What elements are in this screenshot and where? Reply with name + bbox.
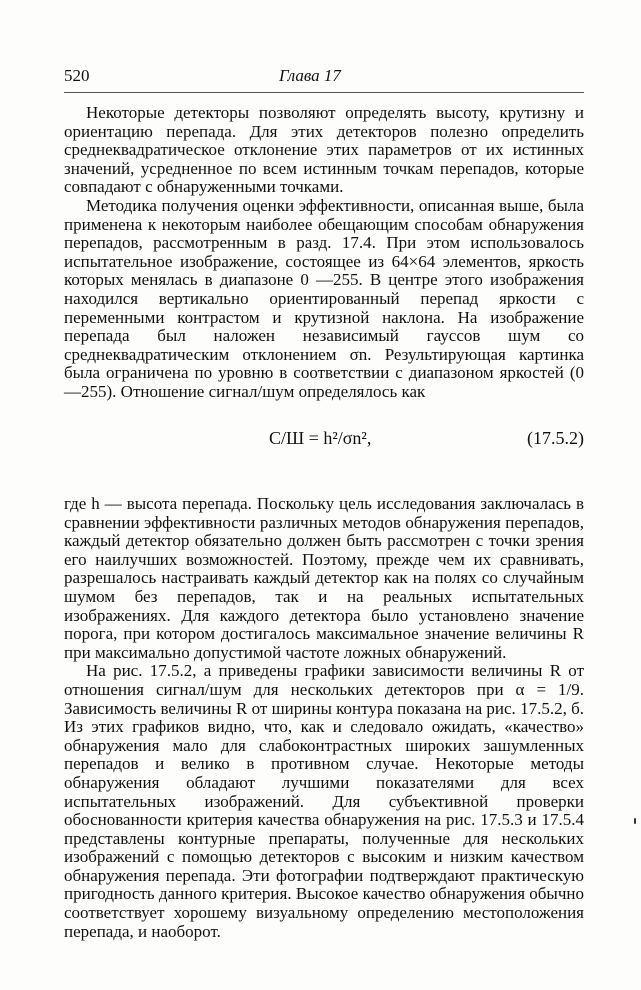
header-divider — [64, 92, 584, 93]
page-number: 520 — [64, 66, 90, 85]
chapter-title: Глава 17 — [279, 66, 341, 85]
signal-noise-formula: С/Ш = h²/σn², — [269, 428, 372, 448]
paragraph: Некоторые детекторы позволяют определять высоту, крутизну и ориентацию перепада. Для этих детекторов полезно определить среднеквадратическое отклонение этих параметров от их истинных значений, усредненное по всем истинным точкам перепадов, которые совпадают с обнаруженными точками. — [64, 103, 584, 197]
paragraph: где h — высота перепада. Поскольку цель исследования заключалась в сравнении эффективности различных методов обнаружения перепадов, каждый детектор обязательно должен быть рассмотрен с точки зрения его наилучших возможностей. Поэтому, прежде чем их сравнивать, разрешалось настраивать каждый детектор как на полях со случайным шумом без перепадов, так и на реальных испытательных изображениях. Для каждого детектора было установлено значение порога, при котором достигалось максимальное значение величины R при максимально допустимой частоте ложных обнаружений. — [64, 494, 584, 662]
text-block-lower — [64, 495, 584, 941]
scan-mark — [634, 818, 636, 824]
formula-row — [64, 428, 584, 454]
paragraph: На рис. 17.5.2, а приведены графики зависимости величины R от отношения сигнал/шум для нескольких детекторов при α = 1/9. Зависимость величины R от ширины контура показана на рис. 17.5.2, б. Из этих графиков видно, что, как и следовало ожидать, «качество» обнаружения мало для слабоконтрастных широких зашумленных перепадов и велико в противном случае. Некоторые методы обнаружения обладают лучшими показателями для всех испытательных изображений. Для субъективной проверки обоснованности критерия качества обнаружения на рис. 17.5.3 и 17.5.4 представлены контурные препараты, полученные для нескольких изображений с помощью детекторов с высоким и низким качеством обнаружения перепада. Эти фотографии подтверждают практическую пригодность данного критерия. Высокое качество обнаружения обычно соответствует хорошему визуальному определению местоположения перепада, и наоборот. — [64, 661, 584, 941]
paragraph: Методика получения оценки эффективности, описанная выше, была применена к некоторым наиболее обещающим способам обнаружения перепадов, рассмотренным в разд. 17.4. При этом использовалось испытательное изображение, состоящее из 64×64 элементов, яркость которых менялась в диапазоне 0 —255. В центре этого изображения находился вертикально ориентированный перепад яркости с переменными контрастом и крутизной наклона. На изображение перепада был наложен независимый гауссов шум со среднеквадратическим отклонением σn. Результирующая картинка была ограничена по уровню в соответствии с диапазоном яркостей (0 —255). Отношение сигнал/шум определялось как — [64, 195, 584, 401]
formula-number: (17.5.2) — [527, 428, 584, 448]
page-header — [64, 66, 584, 90]
text-block-upper — [64, 104, 584, 402]
